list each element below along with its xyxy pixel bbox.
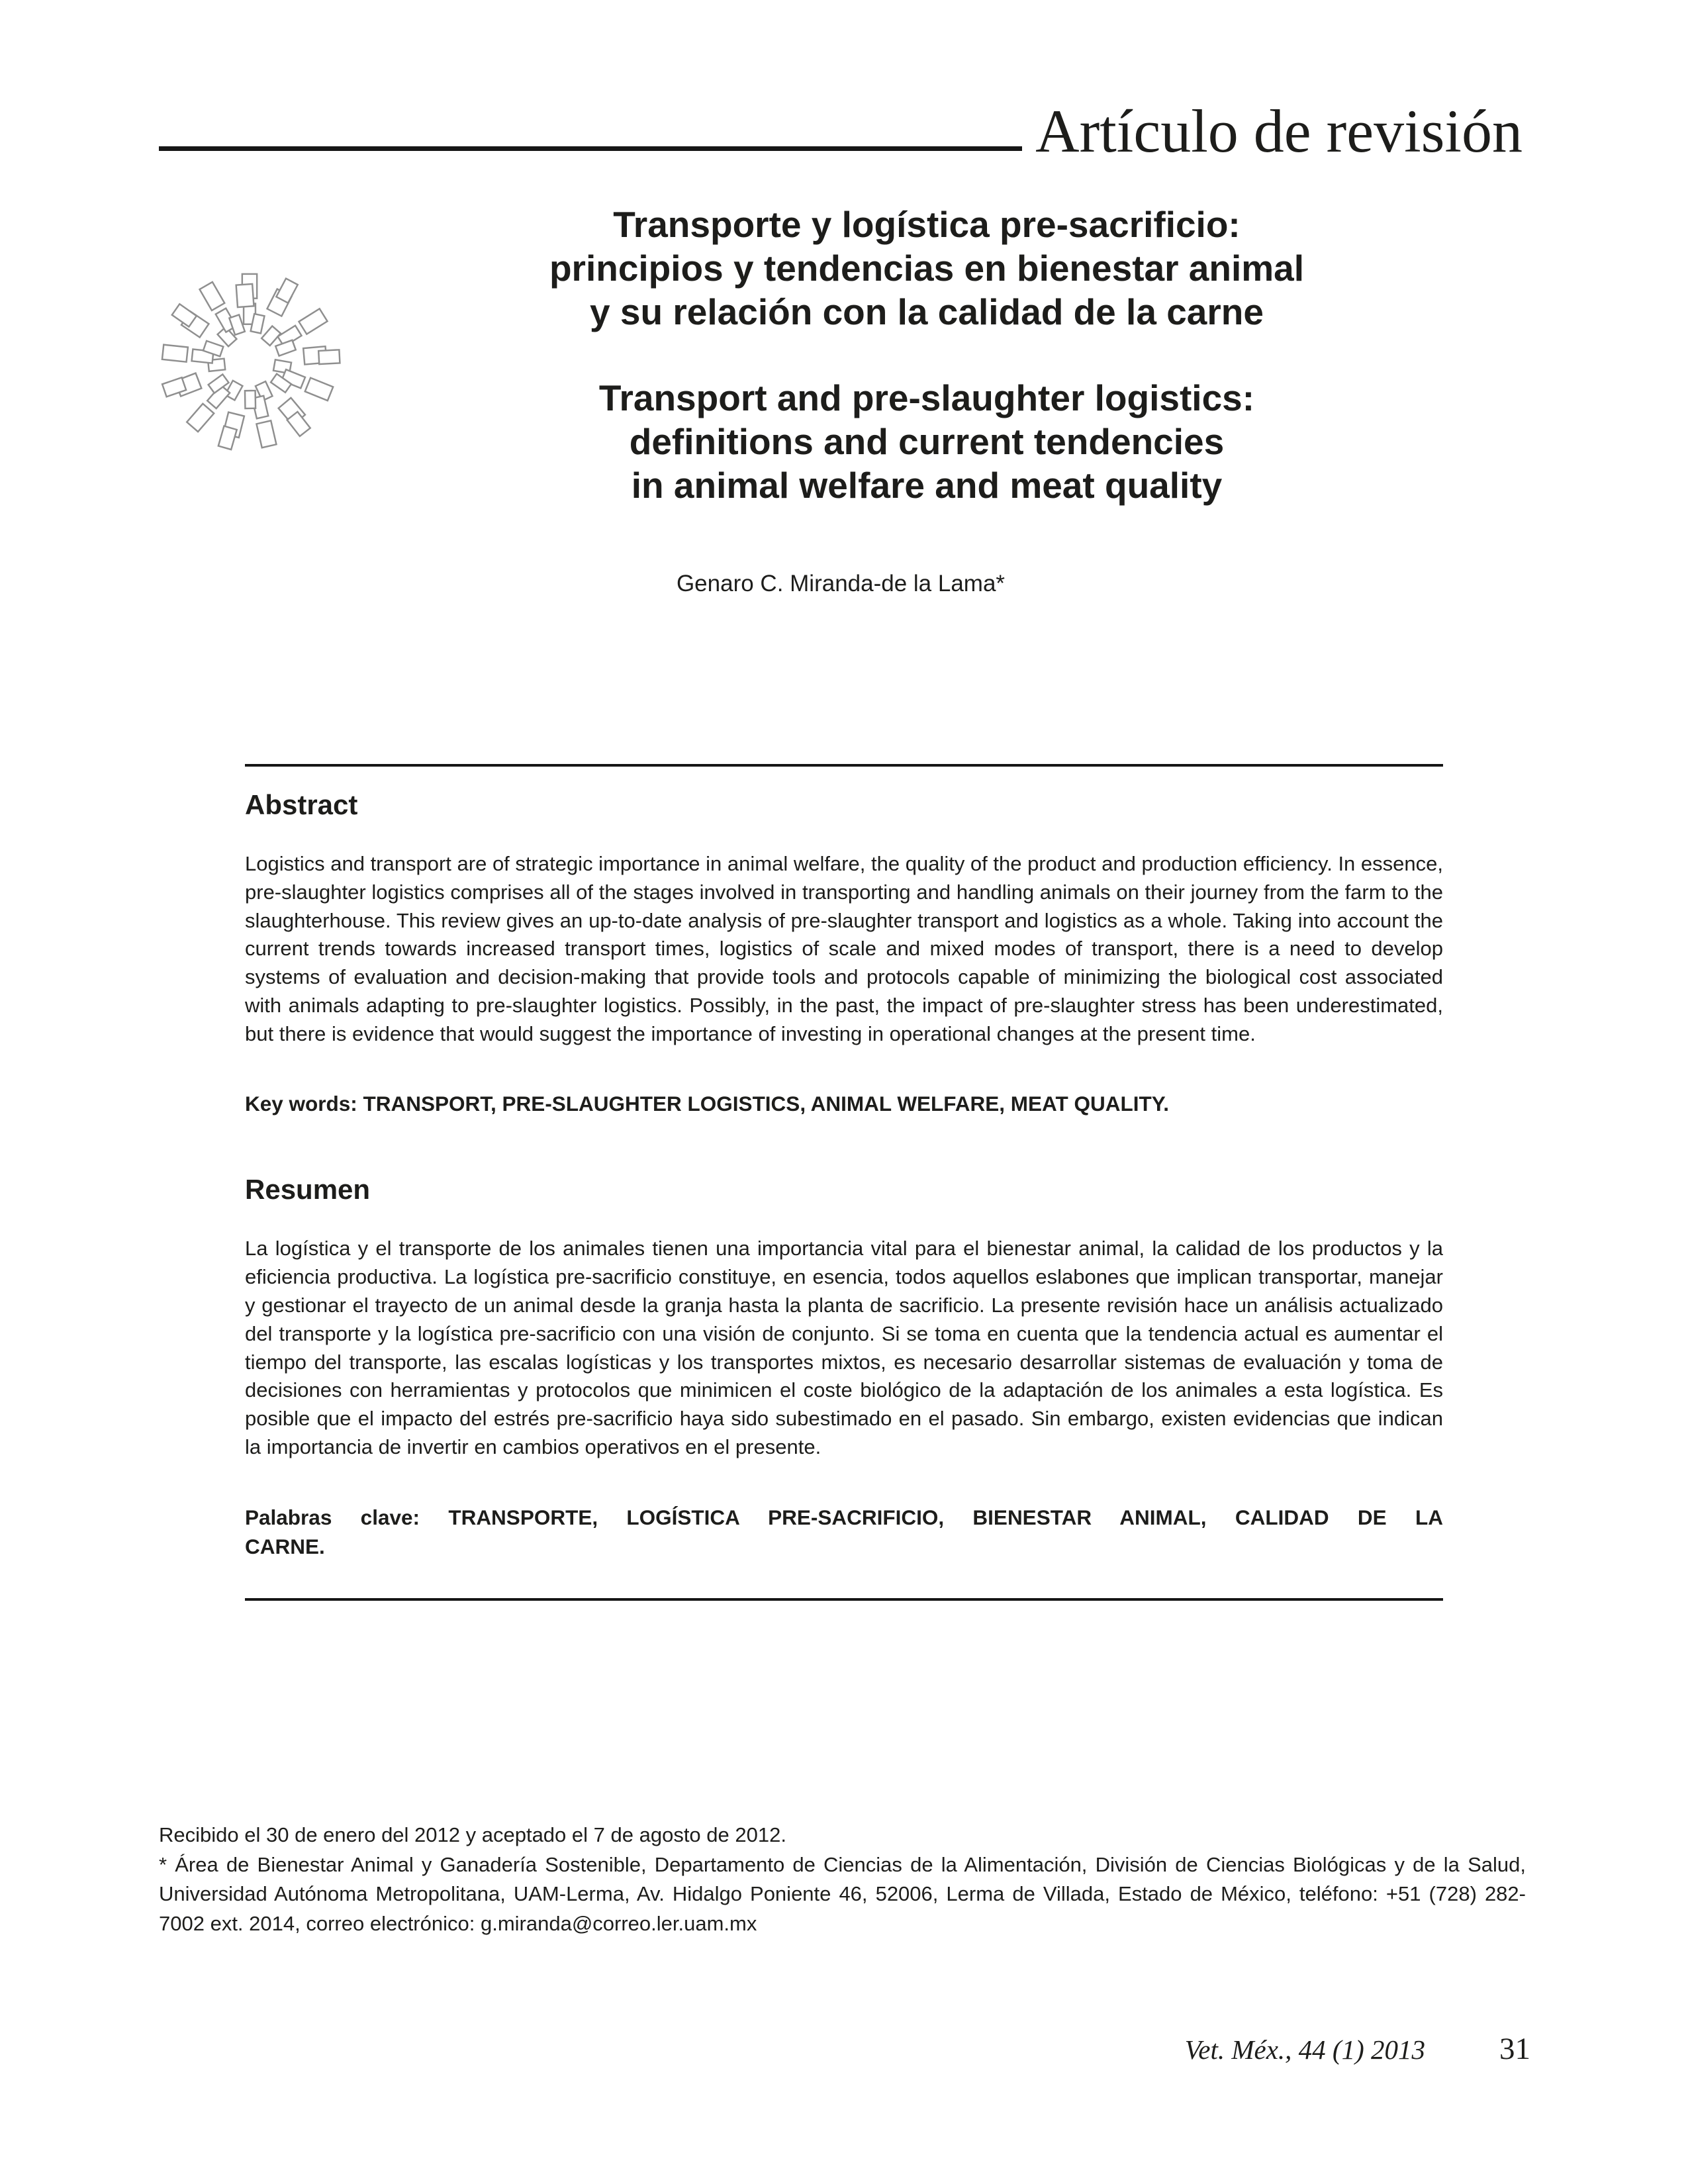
title-english	[331, 376, 1523, 507]
resumen-heading: Resumen	[245, 1174, 371, 1206]
header	[159, 0, 1523, 165]
author-line: Genaro C. Miranda-de la Lama*	[676, 571, 1006, 596]
journal-citation: Vet. Méx., 44 (1) 2013	[1184, 2034, 1425, 2065]
title-english-line-2: definitions and current tendencies	[629, 421, 1225, 462]
resumen-body: La logística y el transporte de los animales tienen una importancia vital para el bienestar animal, la calidad de los productos y la eficiencia productiva. La logística pre-sacrificio constituye, en esencia, todos aquellos eslabones que implican transportar, manejar y gestionar el trayecto de un animal desde la granja hasta la planta de sacrificio. La presente revisión hace un análisis actualizado del transporte y la logística pre-sacrificio con una visión de conjunto. Si se toma en cuenta que la tendencia actual es aumentar el tiempo del transporte, las escalas logísticas y los transportes mixtos, es necesario desarrollar sistemas de evaluación y toma de decisiones con herramientas y protocolos que minimicen el coste biológico de la adaptación de los animales a esta logística. Es posible que el impacto del estrés pre-sacrificio haya sido subestimado en el pasado. Sin embargo, existen evidencias que indican la importancia de invertir en cambios operativos en el presente.	[245, 1237, 1443, 1458]
header-rule	[159, 146, 1022, 151]
title-area	[331, 203, 1523, 507]
title-english-line-1: Transport and pre-slaughter logistics:	[598, 377, 1255, 418]
section-label: Artículo de revisión	[1035, 97, 1523, 165]
title-spanish-line-1: Transporte y logística pre-sacrificio:	[613, 204, 1241, 245]
journal-logo	[154, 263, 346, 459]
palabras-clave-line-2: CARNE.	[245, 1534, 325, 1558]
footnotes	[159, 1821, 1526, 1939]
palabras-clave-line	[245, 1503, 1443, 1561]
abstract-top-rule	[245, 764, 1443, 767]
title-spanish-line-3: y su relación con la calidad de la carne	[590, 291, 1264, 332]
abstract-heading: Abstract	[245, 789, 358, 820]
abstract-bottom-rule	[245, 1598, 1443, 1601]
title-spanish	[331, 203, 1523, 334]
palabras-clave-line-1: Palabras clave: TRANSPORTE, LOGÍSTICA PRE-SACRIFICIO, BIENESTAR ANIMAL, CALIDAD DE LA	[245, 1505, 1443, 1529]
title-english-line-3: in animal welfare and meat quality	[631, 465, 1223, 506]
received-note: Recibido el 30 de enero del 2012 y aceptado el 7 de agosto de 2012.	[159, 1823, 786, 1846]
abstract-body: Logistics and transport are of strategic importance in animal welfare, the quality of the product and production efficiency. In essence, pre-slaughter logistics comprises all of the stages involved in transporting and handling animals on their journey from the farm to the slaughterhouse. This review gives an up-to-date analysis of pre-slaughter transport and logistics as a whole. Taking into account the current trends towards increased transport times, logistics of scale and mixed modes of transport, there is a need to develop systems of evaluation and decision-making that provide tools and protocols capable of minimizing the biological cost associated with animals adapting to pre-slaughter logistics. Possibly, in the past, the impact of pre-slaughter stress has been underestimated, but there is evidence that would suggest the importance of investing in operational changes at the present time.	[245, 852, 1443, 1045]
page-number: 31	[1499, 2032, 1530, 2066]
title-spanish-line-2: principios y tendencias en bienestar animal	[549, 248, 1305, 289]
keywords-line: Key words: TRANSPORT, PRE-SLAUGHTER LOGISTICS, ANIMAL WELFARE, MEAT QUALITY.	[245, 1092, 1169, 1116]
journal-footer	[1185, 2031, 1530, 2067]
affiliation-note: * Área de Bienestar Animal y Ganadería Sostenible, Departamento de Ciencias de la Alimentación, División de Ciencias Biológicas y de la Salud, Universidad Autónoma Metropolitana, UAM-Lerma, Av. Hidalgo Poniente 46, 52006, Lerma de Villada, Estado de México, teléfono: +51 (728) 282-7002 ext. 2014, correo electrónico: g.miranda@correo.ler.uam.mx	[159, 1852, 1526, 1935]
